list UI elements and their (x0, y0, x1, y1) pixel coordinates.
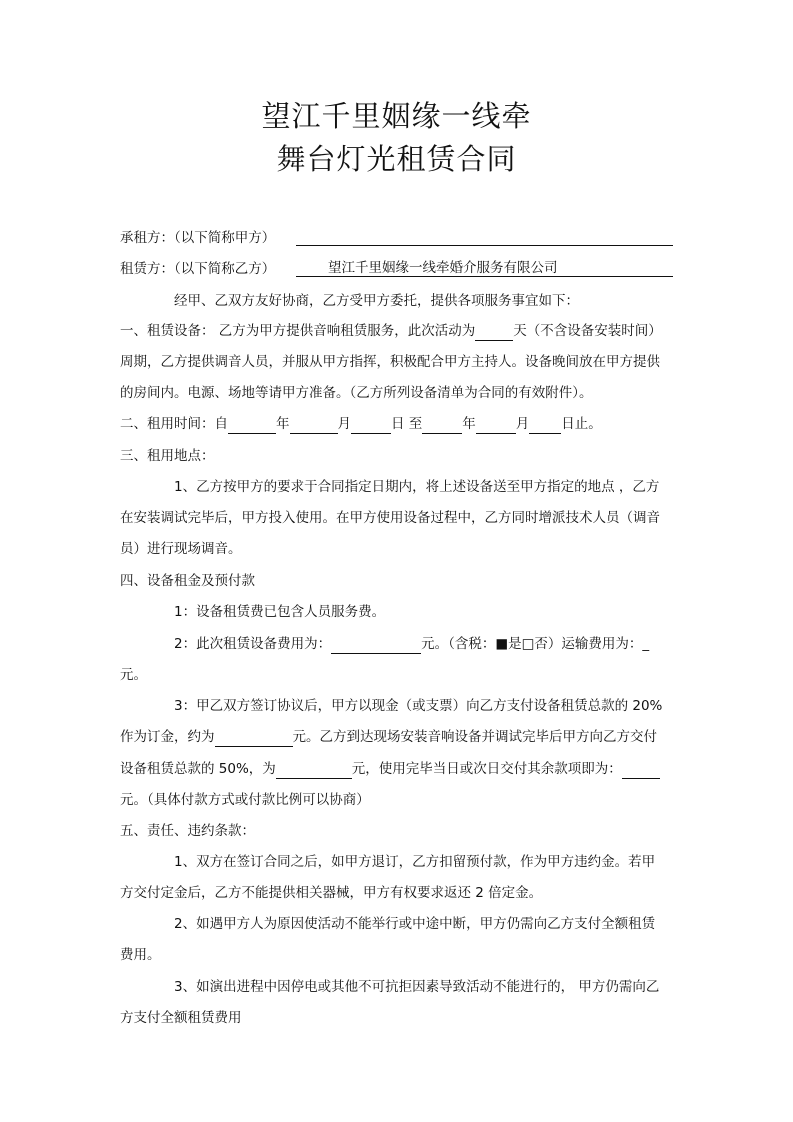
lessor-label: 租赁方：（以下简称乙方） (120, 261, 276, 277)
day-to-label: 日 至 (391, 416, 423, 432)
end-day-blank[interactable] (529, 417, 561, 434)
section-1-text-a: 一、租赁设备： 乙方为甲方提供音响租赁服务，此次活动为 (120, 323, 476, 339)
section-1-line-2: 周期，乙方提供调音人员，并服从甲方指挥，积极配合甲方主持人。设备晚间放在甲方提供 (120, 354, 660, 370)
end-label: 日止。 (561, 416, 602, 432)
section-4-title: 四、设备租金及预付款 (120, 573, 255, 589)
section-4-p3-line-1: 3：甲乙双方签订协议后，甲方以现金（或支票）向乙方支付设备租赁总款的 20% (174, 698, 663, 714)
section-5-p1-line-1: 1、双方在签订合同之后，如甲方退订，乙方扣留预付款，作为甲方违约金。若甲 (174, 854, 656, 870)
section-4-p2-line-2: 元。 (120, 667, 147, 683)
section-3-p1-line-2: 在安装调试完毕后，甲方投入使用。在甲方使用设备过程中，乙方同时增派技术人员（调音 (120, 510, 660, 526)
end-month-blank[interactable] (476, 417, 516, 434)
start-month-blank[interactable] (290, 417, 338, 434)
section-1-line-1 (120, 321, 676, 341)
lessor-name-field[interactable] (296, 259, 673, 277)
installment-label: 设备租赁总款的 50%，为 (120, 761, 276, 777)
section-5-p3-line-2: 方支付全额租赁费用 (120, 1010, 242, 1026)
section-1-text-b: 天（不含设备安装时间） (513, 323, 662, 339)
section-4-p2-line-1 (174, 634, 676, 654)
section-5-p3-line-1: 3、如演出进程中因停电或其他不可抗拒因素导致活动不能进行的， 甲方仍需向乙 (174, 979, 660, 995)
section-4-p1: 1：设备租赁费已包含人员服务费。 (174, 604, 386, 620)
installment-amount-blank[interactable] (276, 762, 352, 779)
lessee-name-field[interactable] (296, 228, 673, 246)
section-5-p1-line-2: 方交付定金后，乙方不能提供相关器械，甲方有权要求返还 2 倍定金。 (120, 885, 543, 901)
month-label-2: 月 (515, 416, 530, 432)
balance-label: 元，使用完毕当日或次日交付其余款项即为： (351, 761, 622, 777)
start-day-blank[interactable] (351, 417, 391, 434)
section-3-title: 三、租用地点： (120, 448, 215, 464)
rental-time-label: 二、租用时间：自 (120, 416, 228, 432)
section-1-line-3: 的房间内。电源、场地等请甲方准备。（乙方所列设备清单为合同的有效附件）。 (120, 385, 593, 401)
balance-amount-blank[interactable] (622, 762, 660, 779)
section-4-p3-line-4: 元。（具体付款方式或付款比例可以协商） (120, 792, 370, 808)
lessor-name: 望江千里姻缘一线牵婚介服务有限公司 (328, 260, 558, 276)
section-5-p2-line-1: 2、如遇甲方人为原因使活动不能举行或中途中断，甲方仍需向乙方支付全额租赁 (174, 916, 656, 932)
equipment-fee-label: 2：此次租赁设备费用为： (174, 636, 332, 652)
title-line-2: 舞台灯光租赁合同 (276, 142, 517, 176)
equipment-fee-blank[interactable] (331, 637, 421, 654)
end-year-blank[interactable] (422, 417, 462, 434)
section-3-p1-line-3: 员）进行现场调音。 (120, 541, 242, 557)
intro-text: 经甲、乙双方友好协商，乙方受甲方委托，提供各项服务事宜如下： (174, 293, 579, 309)
deposit-text-b: 元。乙方到达现场安装音响设备并调试完毕后甲方向乙方交付 (292, 729, 657, 745)
lessee-label: 承租方：（以下简称甲方） (120, 230, 276, 246)
section-5-p2-line-2: 费用。 (120, 947, 161, 963)
transport-fee-label: 元。（含税：■是□否）运输费用为：_ (421, 636, 650, 652)
section-3-p1-line-1: 1、乙方按甲方的要求于合同指定日期内，将上述设备送至甲方指定的地点 ，乙方 (174, 479, 660, 495)
activity-days-blank[interactable] (475, 324, 513, 341)
section-4-p3-line-2 (120, 727, 676, 747)
year-label: 年 (276, 416, 290, 432)
start-year-blank[interactable] (228, 417, 276, 434)
section-2-line (120, 414, 676, 434)
section-4-p3-line-3 (120, 759, 676, 779)
title-line-1: 望江千里姻缘一线牵 (261, 99, 532, 133)
month-label: 月 (337, 416, 351, 432)
year-label-2: 年 (462, 416, 476, 432)
section-5-title: 五、责任、违约条款： (120, 823, 255, 839)
deposit-amount-blank[interactable] (215, 730, 293, 747)
deposit-label: 作为订金，约为 (120, 729, 215, 745)
